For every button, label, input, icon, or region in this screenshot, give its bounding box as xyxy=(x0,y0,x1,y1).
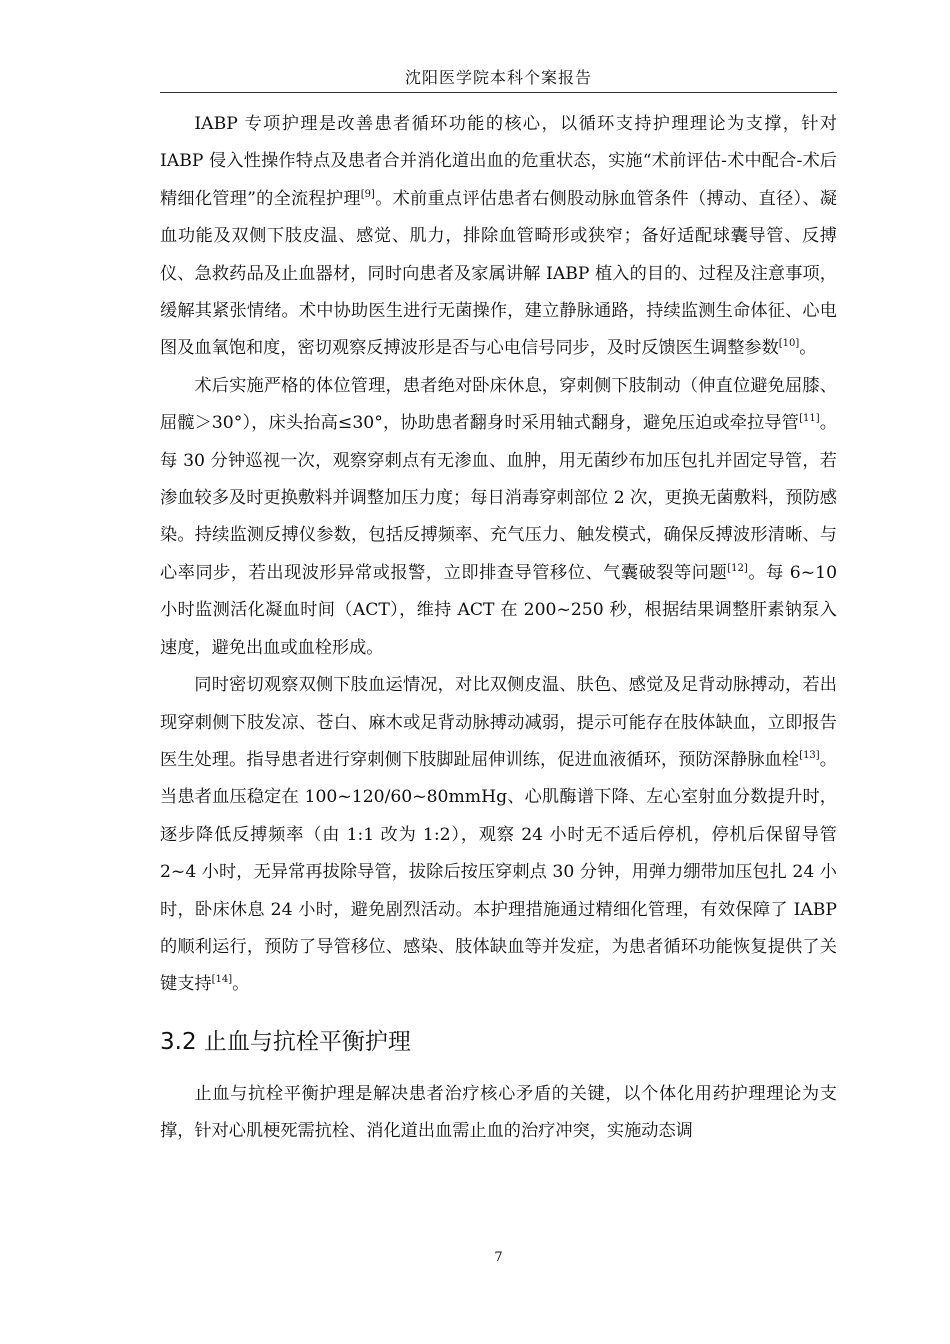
paragraph-hemostasis-antithrombosis: 止血与抗栓平衡护理是解决患者治疗核心矛盾的关键，以个体化用药护理理论为支撑，针对心肌梗死需抗栓、消化道出血需止血的治疗冲突，实施动态调 xyxy=(160,1083,837,1142)
paragraph-limb-monitoring xyxy=(160,667,837,1004)
citation-reference: [13] xyxy=(799,749,820,761)
paragraph-text: 。术前重点评估患者右侧股动脉血管条件（搏动、直径）、凝血功能及双侧下肢皮温、感觉、肌力，排除血管畸形或狭窄；备好适配球囊导管、反搏仪、急救药品及止血器材，同时向患者及家属讲解 IABP 植入的目的、过程及注意事项，缓解其紧张情绪。术中协助医生进行无菌操作，建立静脉通路，持续监测生命体征、心电图及血氧饱和度，密切观察反搏波形是否与心电信号同步，及时反馈医生调整参数 xyxy=(160,188,837,359)
page-number: 7 xyxy=(494,1250,503,1265)
running-header: 沈阳医学院本科个案报告 xyxy=(404,68,592,87)
paragraph-text: 术后实施严格的体位管理，患者绝对卧床休息，穿刺侧下肢制动（伸直位避免屈膝、屈髋＞30°），床头抬高≤30°，协助患者翻身时采用轴式翻身，避免压迫或牵拉导管 xyxy=(160,375,837,434)
citation-reference: [9] xyxy=(360,188,375,200)
section-heading: 3.2 止血与抗栓平衡护理 xyxy=(160,1028,411,1055)
header-divider xyxy=(160,92,837,93)
paragraph-text: 。每 30 分钟巡视一次，观察穿刺点有无渗血、血肿，用无菌纱布加压包扎并固定导管，若渗血较多及时更换敷料并调整加压力度；每日消毒穿刺部位 2 次，更换无菌敷料，预防感染。持续监测反搏仪参数，包括反搏频率、充气压力、触发模式，确保反搏波形清晰、与心率同步，若出现波形异常或报警，立即排查导管移位、气囊破裂等问题 xyxy=(160,413,837,583)
paragraph-text: 同时密切观察双侧下肢血运情况，对比双侧皮温、肤色、感觉及足背动脉搏动，若出现穿刺侧下肢发凉、苍白、麻木或足背动脉搏动减弱，提示可能存在肢体缺血，立即报告医生处理。指导患者进行穿刺侧下肢脚趾屈伸训练，促进血液循环，预防深静脉血栓 xyxy=(160,675,837,770)
citation-reference: [12] xyxy=(727,562,748,574)
citation-reference: [11] xyxy=(799,413,820,425)
citation-reference: [14] xyxy=(211,974,233,986)
paragraph-text: 。每 6~10 小时监测活化凝血时间（ACT），维持 ACT 在 200~250 秒，根据结果调整肝素钠泵入速度，避免出血或血栓形成。 xyxy=(160,562,837,658)
body-text xyxy=(160,106,837,1151)
paragraph-postoperative-care xyxy=(160,368,837,667)
paragraph-text: 。当患者血压稳定在 100~120/60~80mmHg、心肌酶谱下降、左心室射血分数提升时，逐步降低反搏频率（由 1:1 改为 1:2），观察 24 小时无不适后停机，停机后保留导管 2~4 小时，无异常再拔除导管，拔除后按压穿刺点 30 分钟，用弹力绷带加压包扎 24 小时，卧床休息 24 小时，避免剧烈活动。本护理措施通过精细化管理，有效保障了 IABP 的顺利运行，预防了导管移位、感染、肢体缺血等并发症，为患者循环功能恢复提供了关键支持 xyxy=(160,749,837,995)
paragraph-text: 。 xyxy=(799,338,817,359)
paragraph-text: 。 xyxy=(232,974,250,995)
citation-reference: [10] xyxy=(778,338,800,350)
paragraph-iabp-care xyxy=(160,106,837,368)
paragraph-text: IABP 专项护理是改善患者循环功能的核心，以循环支持护理理论为支撑，针对 IABP 侵入性操作特点及患者合并消化道出血的危重状态，实施“术前评估-术中配合-术后精细化管理”的全流程护理 xyxy=(160,114,837,209)
